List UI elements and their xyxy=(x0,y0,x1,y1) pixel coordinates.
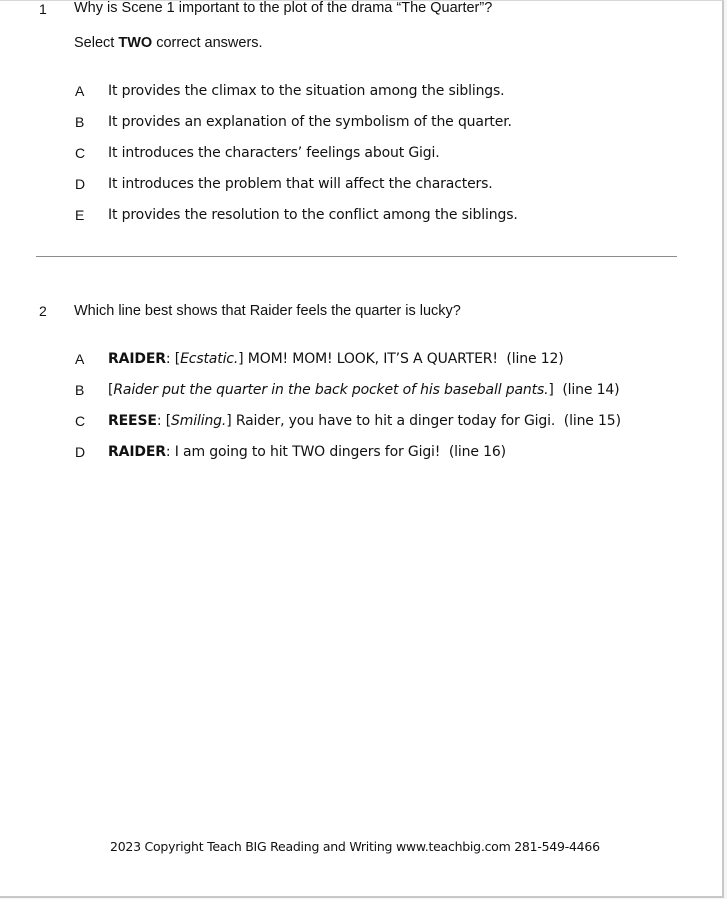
question-prompt: Why is Scene 1 important to the plot of the drama “The Quarter”? xyxy=(74,0,493,16)
option-letter: C xyxy=(75,145,86,161)
option-letter: C xyxy=(75,413,86,429)
bracket-open: [ xyxy=(165,413,171,429)
dialogue-text: Raider, you have to hit a dinger today for Gigi. xyxy=(231,413,556,429)
option-text xyxy=(108,444,506,460)
bracket-close: ] xyxy=(226,413,232,429)
option-text: It introduces the characters’ feelings about Gigi. xyxy=(108,145,440,161)
option-letter: B xyxy=(75,114,85,130)
dialogue-text: I am going to hit TWO dingers for Gigi! xyxy=(174,444,441,460)
option-letter: E xyxy=(75,207,85,223)
stage-direction: Ecstatic. xyxy=(180,351,239,367)
option-text xyxy=(108,413,621,429)
question-number: 2 xyxy=(39,303,47,319)
line-reference: (line 14) xyxy=(553,382,620,398)
speaker-name: RAIDER xyxy=(108,351,166,367)
dialogue-text: MOM! MOM! LOOK, IT’S A QUARTER! xyxy=(243,351,498,367)
line-reference: (line 16) xyxy=(440,444,506,460)
option-text: It provides an explanation of the symbolism of the quarter. xyxy=(108,114,512,130)
option-letter: D xyxy=(75,176,86,192)
bracket-open: [ xyxy=(108,382,114,398)
stage-direction: Raider put the quarter in the back pocket of his baseball pants. xyxy=(113,382,549,398)
option-letter: B xyxy=(75,382,85,398)
instruction-suffix: correct answers. xyxy=(152,35,263,51)
bracket-close: ] xyxy=(548,382,554,398)
question-number: 1 xyxy=(39,1,47,17)
speaker-name: REESE xyxy=(108,413,157,429)
option-text: It provides the resolution to the conflict among the siblings. xyxy=(108,207,518,223)
option-text: It provides the climax to the situation among the siblings. xyxy=(108,83,505,99)
line-reference: (line 15) xyxy=(555,413,621,429)
option-text xyxy=(108,351,564,367)
question-divider xyxy=(36,256,677,257)
instruction-emphasis: TWO xyxy=(118,35,153,51)
option-letter: D xyxy=(75,444,86,460)
question-instruction xyxy=(74,35,263,51)
colon: : xyxy=(165,444,175,460)
option-letter: A xyxy=(75,351,85,367)
option-letter: A xyxy=(75,83,85,99)
bracket-open: [ xyxy=(174,351,181,367)
stage-direction: Smiling. xyxy=(171,413,227,429)
instruction-prefix: Select xyxy=(74,35,119,51)
bracket-close: ] xyxy=(238,351,244,367)
line-reference: (line 12) xyxy=(497,351,564,367)
copyright-footer: 2023 Copyright Teach BIG Reading and Writing www.teachbig.com 281-549-4466 xyxy=(110,839,600,854)
option-text: It introduces the problem that will affect the characters. xyxy=(108,176,493,192)
question-prompt: Which line best shows that Raider feels the quarter is lucky? xyxy=(74,303,461,319)
colon: : xyxy=(165,351,175,367)
speaker-name: RAIDER xyxy=(108,444,166,460)
option-text xyxy=(108,382,619,398)
colon: : xyxy=(156,413,166,429)
